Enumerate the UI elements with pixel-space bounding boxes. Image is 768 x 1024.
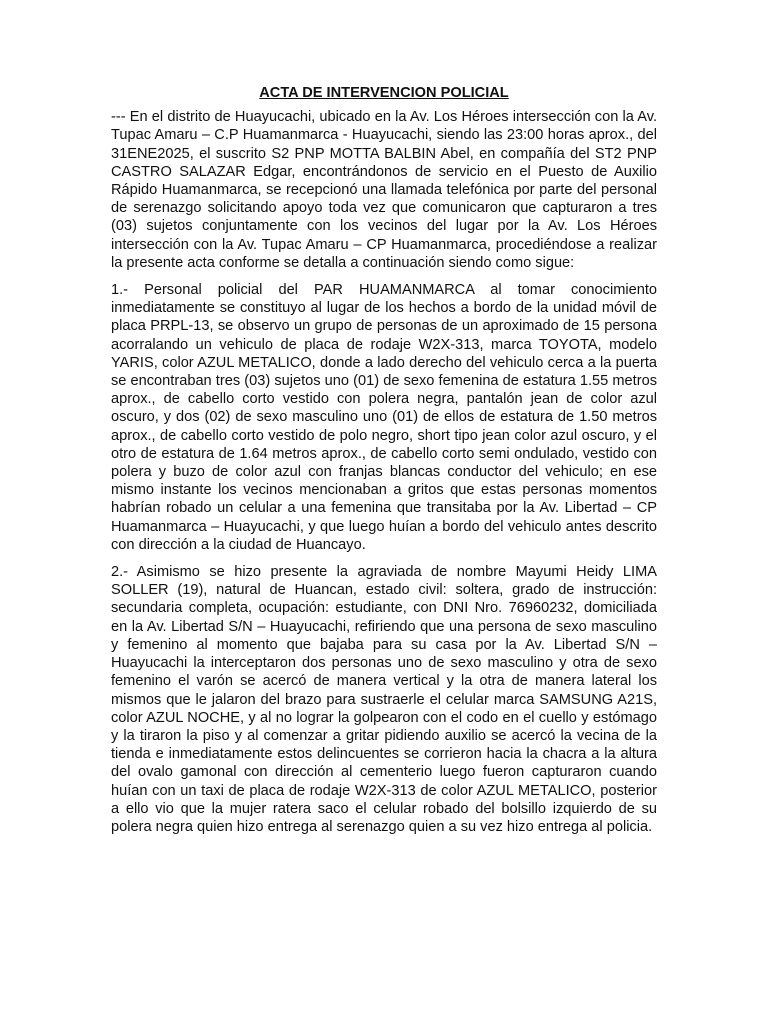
document-title: ACTA DE INTERVENCION POLICIAL	[259, 85, 509, 101]
intro-paragraph: --- En el distrito de Huayucachi, ubicado en la Av. Los Héroes intersección con la Av. Tupac Amaru – C.P Huamanmarca - Huayucachi, siendo las 23:00 horas aprox., del 31ENE2025, el suscrito S2 PNP MOTTA BALBIN Abel, en compañía del ST2 PNP CASTRO SALAZAR Edgar, encontrándonos de servicio en el Puesto de Auxilio Rápido Huamanmarca, se recepcionó una llamada telefónica por parte del personal de serenazgo solicitando apoyo toda vez que comunicaron que capturaron a tres (03) sujetos conjuntamente con los vecinos del lugar por la Av. Los Héroes intersección con la Av. Tupac Amaru – CP Huamanmarca, procediéndose a realizar la presente acta conforme se detalla a continuación siendo como sigue:	[111, 109, 657, 271]
paragraph-2: 2.- Asimismo se hizo presente la agraviada de nombre Mayumi Heidy LIMA SOLLER (19), natural de Huancan, estado civil: soltera, grado de instrucción: secundaria completa, ocupación: estudiante, con DNI Nro. 76960232, domiciliada en la Av. Libertad S/N – Huayucachi, refiriendo que una persona de sexo masculino y femenino al momento que bajaba para su casa por la Av. Libertad S/N – Huayucachi la interceptaron dos personas uno de sexo masculino y otra de sexo femenino el varón se acercó de manera vertical y la otra de manera lateral los mismos que le jalaron del brazo para sustraerle el celular marca SAMSUNG A21S, color AZUL NOCHE, y al no lograr la golpearon con el codo en el cuello y estómago y la tiraron la piso y al comenzar a gritar pidiendo auxilio se acercó la vecina de la tienda e inmediatamente estos delincuentes se corrieron hacia la chacra a la altura del ovalo gamonal con dirección al cementerio luego fueron capturaron cuando huían con un taxi de placa de rodaje W2X-313 de color AZUL METALICO, posterior a ello vio que la mujer ratera saco el celular robado del bolsillo izquierdo de su polera negra quien hizo entrega al serenazgo quien a su vez hizo entrega al policia.	[111, 564, 657, 835]
document-page	[111, 84, 657, 845]
paragraph-1: 1.- Personal policial del PAR HUAMANMARCA al tomar conocimiento inmediatamente se constituyo al lugar de los hechos a bordo de la unidad móvil de placa PRPL-13, se observo un grupo de personas de un aproximado de 15 persona acorralando un vehiculo de placa de rodaje W2X-313, marca TOYOTA, modelo YARIS, color AZUL METALICO, donde a lado derecho del vehiculo cerca a la puerta se encontraban tres (03) sujetos uno (01) de sexo femenina de estatura 1.55 metros aprox., de cabello corto vestido con polera negra, pantalón jean de color azul oscuro, y dos (02) de sexo masculino uno (01) de ellos de estatura de 1.50 metros aprox., de cabello corto vestido de polo negro, short tipo jean color azul oscuro, y el otro de estatura de 1.64 metros aprox., de cabello corto semi ondulado, vestido con polera y buzo de color azul con franjas blancas conductor del vehiculo; en ese mismo instante los vecinos mencionaban a gritos que estas personas momentos habrían robado un celular a una femenina que transitaba por la Av. Libertad – CP Huamanmarca – Huayucachi, y que luego huían a bordo del vehiculo antes descrito con dirección a la ciudad de Huancayo.	[111, 282, 657, 553]
